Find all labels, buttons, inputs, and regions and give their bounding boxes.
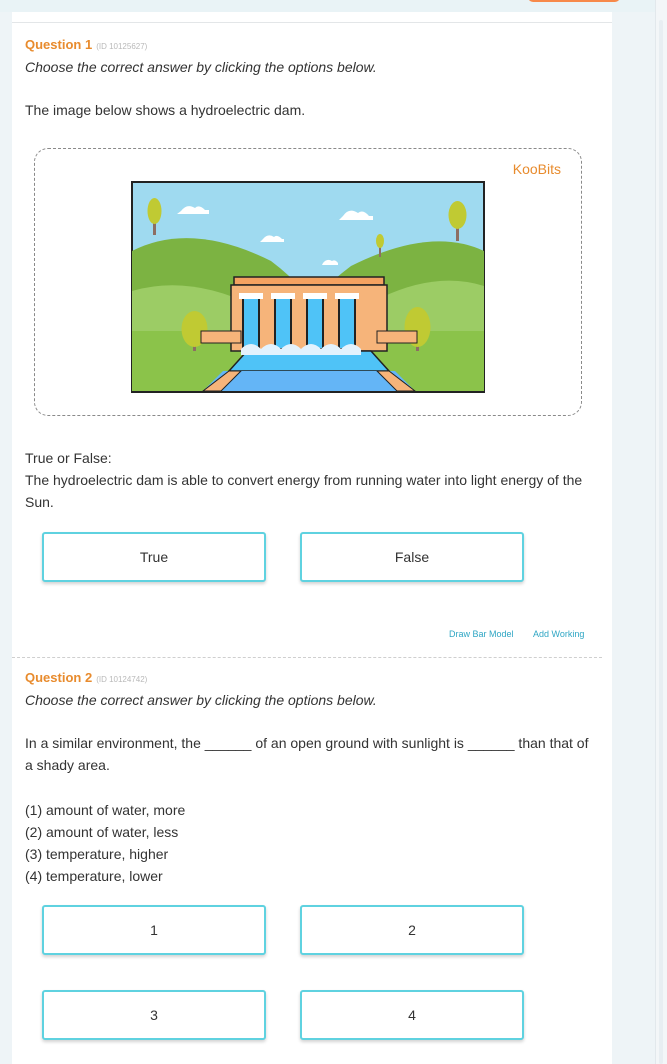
question-1-intro: The image below shows a hydroelectric dam. — [25, 102, 306, 118]
add-working-link[interactable]: Add Working — [533, 629, 585, 639]
question-card — [12, 12, 612, 1064]
option-2-button[interactable]: 2 — [300, 905, 524, 955]
option-3-button[interactable]: 3 — [42, 990, 266, 1040]
card-top-line — [12, 22, 612, 23]
question-divider — [12, 657, 602, 658]
option-false-button[interactable]: False — [300, 532, 524, 582]
question-1-instruction: Choose the correct answer by clicking the options below. — [25, 59, 377, 75]
question-2-instruction: Choose the correct answer by clicking the options below. — [25, 692, 377, 708]
brand-label: KooBits — [512, 161, 561, 177]
choice-4-text: (4) temperature, lower — [25, 868, 163, 884]
question-1-heading — [25, 37, 147, 52]
question-1-statement: The hydroelectric dam is able to convert energy from running water into light energy of the Sun. — [25, 472, 583, 510]
question-1-id: (ID 10125627) — [96, 42, 148, 51]
hydroelectric-dam-illustration — [131, 181, 485, 393]
option-4-button[interactable]: 4 — [300, 990, 524, 1040]
option-1-button[interactable]: 1 — [42, 905, 266, 955]
top-accent-bar — [528, 0, 620, 2]
question-2-id: (ID 10124742) — [96, 675, 148, 684]
question-1-title: Question 1 — [25, 37, 93, 52]
question-1-prompt-label: True or False: — [25, 450, 112, 466]
question-2-heading — [25, 670, 147, 685]
choice-2-text: (2) amount of water, less — [25, 824, 179, 840]
scrollbar[interactable] — [655, 0, 667, 1064]
question-2-text: In a similar environment, the ______ of an open ground with sunlight is ______ than that of a shady area. — [25, 735, 589, 773]
question-2-title: Question 2 — [25, 670, 93, 685]
choice-3-text: (3) temperature, higher — [25, 846, 169, 862]
illustration-frame — [34, 148, 582, 416]
draw-bar-model-link[interactable]: Draw Bar Model — [449, 629, 514, 639]
choice-1-text: (1) amount of water, more — [25, 802, 186, 818]
option-true-button[interactable]: True — [42, 532, 266, 582]
